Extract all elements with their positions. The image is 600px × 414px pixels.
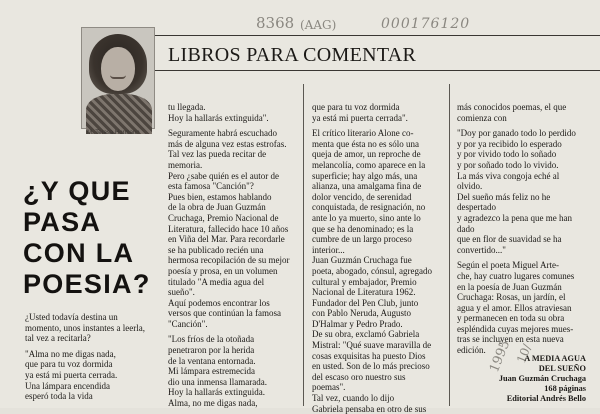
book-publisher: Editorial Andrés Bello xyxy=(506,394,586,403)
book-author: Juan Guzmán Cruchaga xyxy=(498,374,586,383)
text-line: Cruchaga, Premio Nacional de xyxy=(168,212,279,223)
text-line: y por ya recibido lo esperado xyxy=(457,138,562,149)
text-line: menta que ésta no es sólo una xyxy=(312,138,419,149)
text-line: esperó toda la vida xyxy=(25,391,93,402)
text-line: momento, unos instantes a leerla, xyxy=(25,322,145,333)
pencil-annotation-date: 10/ xyxy=(514,342,535,366)
text-line: Tal vez, cuando lo dijo xyxy=(312,393,395,404)
text-line: de la obra de Juan Guzmán xyxy=(168,202,266,213)
article-column-4 xyxy=(457,102,584,356)
text-line: Mi lámpara estremecida xyxy=(168,366,255,377)
text-line: en Viña del Mar. Para recordarle xyxy=(168,234,285,245)
text-line: que para tu voz dormida xyxy=(25,359,113,370)
text-line: cultural y embajador, Premio xyxy=(312,276,417,287)
book-title-line1: A MEDIA AGUA xyxy=(524,354,586,363)
text-line: cosas exquisitas ha puesto Dios xyxy=(312,350,426,361)
text-line: conquistada, de resignación, no xyxy=(312,202,426,213)
section-title: LIBROS PARA COMENTAR xyxy=(168,44,417,66)
text-line: "Doy por ganado todo lo perdido xyxy=(457,128,576,139)
pencil-annotation-year: 1995 xyxy=(487,338,514,375)
text-line: dio una inmensa llamarada. xyxy=(168,376,267,387)
text-line: espléndida cuyas mejores mues- xyxy=(457,323,574,334)
text-line: "Alma no me digas nada, xyxy=(25,348,116,359)
pencil-annotation-code: 8368 xyxy=(256,14,295,32)
text-line: Alma, no me digas nada, xyxy=(168,398,258,409)
text-line: más conocidos poemas, el que xyxy=(457,102,567,112)
text-line: en usted. Son de lo más precioso xyxy=(312,361,430,372)
text-line: que para tu voz dormida xyxy=(312,102,400,112)
text-line: D'Halmar y Pedro Prado. xyxy=(312,318,403,329)
headline-line: ¿Y QUE xyxy=(23,176,131,206)
text-line: Una lámpara encendida xyxy=(25,380,110,391)
text-line: Literatura, fallecido hace 10 años xyxy=(168,223,289,234)
book-pages: 168 páginas xyxy=(544,384,586,393)
text-line: De su obra, exclamó Gabriela xyxy=(312,329,420,340)
text-line: poeta, abogado, cónsul, agregado xyxy=(312,265,432,276)
pencil-annotation-code2: (AAG) xyxy=(300,18,337,32)
text-line: poesía y prosa, en un volumen xyxy=(168,265,278,276)
text-line: Hoy la hallarás extinguida". xyxy=(168,112,269,123)
text-line: versos que continúan la famosa xyxy=(168,308,281,319)
text-line: edición. xyxy=(457,345,486,356)
text-line: Cruchaga: Rosas, un jardín, el xyxy=(457,292,566,303)
text-line: titulado "A media agua del xyxy=(168,276,265,287)
text-line: "Los fríos de la otoñada xyxy=(168,334,255,345)
text-line: Del sueño más feliz no he xyxy=(457,191,551,202)
text-line: interior... xyxy=(312,244,345,255)
text-line: ¿Usted todavía destina un xyxy=(25,312,118,322)
text-line: ante lo ya muerto, sino ante lo xyxy=(312,212,421,223)
text-line: sueño". xyxy=(168,287,195,298)
section-rule-bottom xyxy=(154,70,600,71)
text-line: con Pablo Neruda, Augusto xyxy=(312,308,411,319)
text-line: poemas". xyxy=(312,382,346,393)
text-line: melancolía, como aparece en la xyxy=(312,159,426,170)
text-line: Tal vez las pueda recitar de xyxy=(168,149,267,160)
text-line: despertado xyxy=(457,202,496,213)
section-rule-top xyxy=(154,35,600,36)
text-line: dado xyxy=(457,223,475,234)
author-photo xyxy=(81,27,155,129)
text-line: tras se incluyen en esta nueva xyxy=(457,334,564,345)
text-line: hermosa recopilación de su mejor xyxy=(168,255,290,266)
text-line: y por soñado todo lo vivido. xyxy=(457,159,559,170)
text-line: Gabriela pensaba en otro de sus xyxy=(312,403,427,414)
text-line: que en flor de suavidad se ha xyxy=(457,234,562,245)
text-line: convertido..." xyxy=(457,244,506,255)
text-line: Pues bien, estamos hablando xyxy=(168,191,272,202)
article-column-2 xyxy=(168,102,293,409)
text-line: Según el poeta Miguel Arte- xyxy=(457,260,559,271)
text-line: Pero ¿sabe quién es el autor de xyxy=(168,170,279,181)
text-line: Juan Guzmán Cruchaga fue xyxy=(312,255,412,266)
text-line: ya está mi puerta cerrada. xyxy=(25,369,118,380)
text-line: cumbre de un largo proceso xyxy=(312,234,412,245)
text-line: dolor vencido, de serenidad xyxy=(312,191,412,202)
text-line: tu llegada. xyxy=(168,102,206,112)
photo-caption: M. Teresa Hormann xyxy=(87,130,140,136)
text-line: Nacional de Literatura 1962. xyxy=(312,287,416,298)
text-line: El crítico literario Alone co- xyxy=(312,128,414,139)
text-line: se ha publicado recién una xyxy=(168,244,264,255)
book-title-line2: DEL SUEÑO xyxy=(538,364,586,373)
headline-line: PASA xyxy=(23,207,102,237)
text-line: queja de amor, un reproche de xyxy=(312,149,421,160)
text-line: y agradezco la pena que me han xyxy=(457,212,572,223)
text-line: y permanecen en toda su obra xyxy=(457,313,565,324)
text-line: del escaso oro nuestro sus xyxy=(312,371,406,382)
text-line: de la ventana entornada. xyxy=(168,355,256,366)
column-divider xyxy=(449,84,450,406)
text-line: La más viva congoja eché al xyxy=(457,170,560,181)
text-line: alianza, una amalgama fina de xyxy=(312,181,422,192)
text-line: esta famosa "Canción"? xyxy=(168,181,254,192)
text-line: penetraron por la herida xyxy=(168,345,255,356)
text-line: ya está mi puerta cerrada". xyxy=(312,112,408,123)
text-line: Hoy la hallarás extinguida. xyxy=(168,387,265,398)
text-line: che, hay cuatro lugares comunes xyxy=(457,270,575,281)
text-line: tal vez a recitarla? xyxy=(25,333,91,344)
text-line: Fundador del Pen Club, junto xyxy=(312,297,419,308)
text-line: "Canción". xyxy=(168,318,208,329)
headline-line: POESIA? xyxy=(23,269,151,299)
headline xyxy=(23,176,163,300)
text-line: olvido. xyxy=(457,181,483,192)
text-line: más de alguna vez estas estrofas. xyxy=(168,138,287,149)
text-line: superficie; hay algo más, una xyxy=(312,170,418,181)
column-divider xyxy=(303,84,304,406)
text-line: Seguramente habrá escuchado xyxy=(168,128,277,139)
text-line: agua y el amor. Ellos atraviesan xyxy=(457,302,572,313)
pencil-annotation-number: 000176120 xyxy=(381,16,471,32)
article-column-1 xyxy=(25,312,143,402)
book-credits xyxy=(455,354,586,404)
article-column-3 xyxy=(312,102,440,414)
text-line: en la poesía de Juan Guzmán xyxy=(457,281,562,292)
text-line: comienza con xyxy=(457,112,507,123)
text-line: Aquí podemos encontrar los xyxy=(168,297,270,308)
text-line: y por vivido todo lo soñado xyxy=(457,149,557,160)
text-line: que se ha denominado; es la xyxy=(312,223,414,234)
text-line: Mistral: "Qué suave maravilla de xyxy=(312,340,432,351)
headline-line: CON LA xyxy=(23,238,135,268)
text-line: memoria. xyxy=(168,159,203,170)
